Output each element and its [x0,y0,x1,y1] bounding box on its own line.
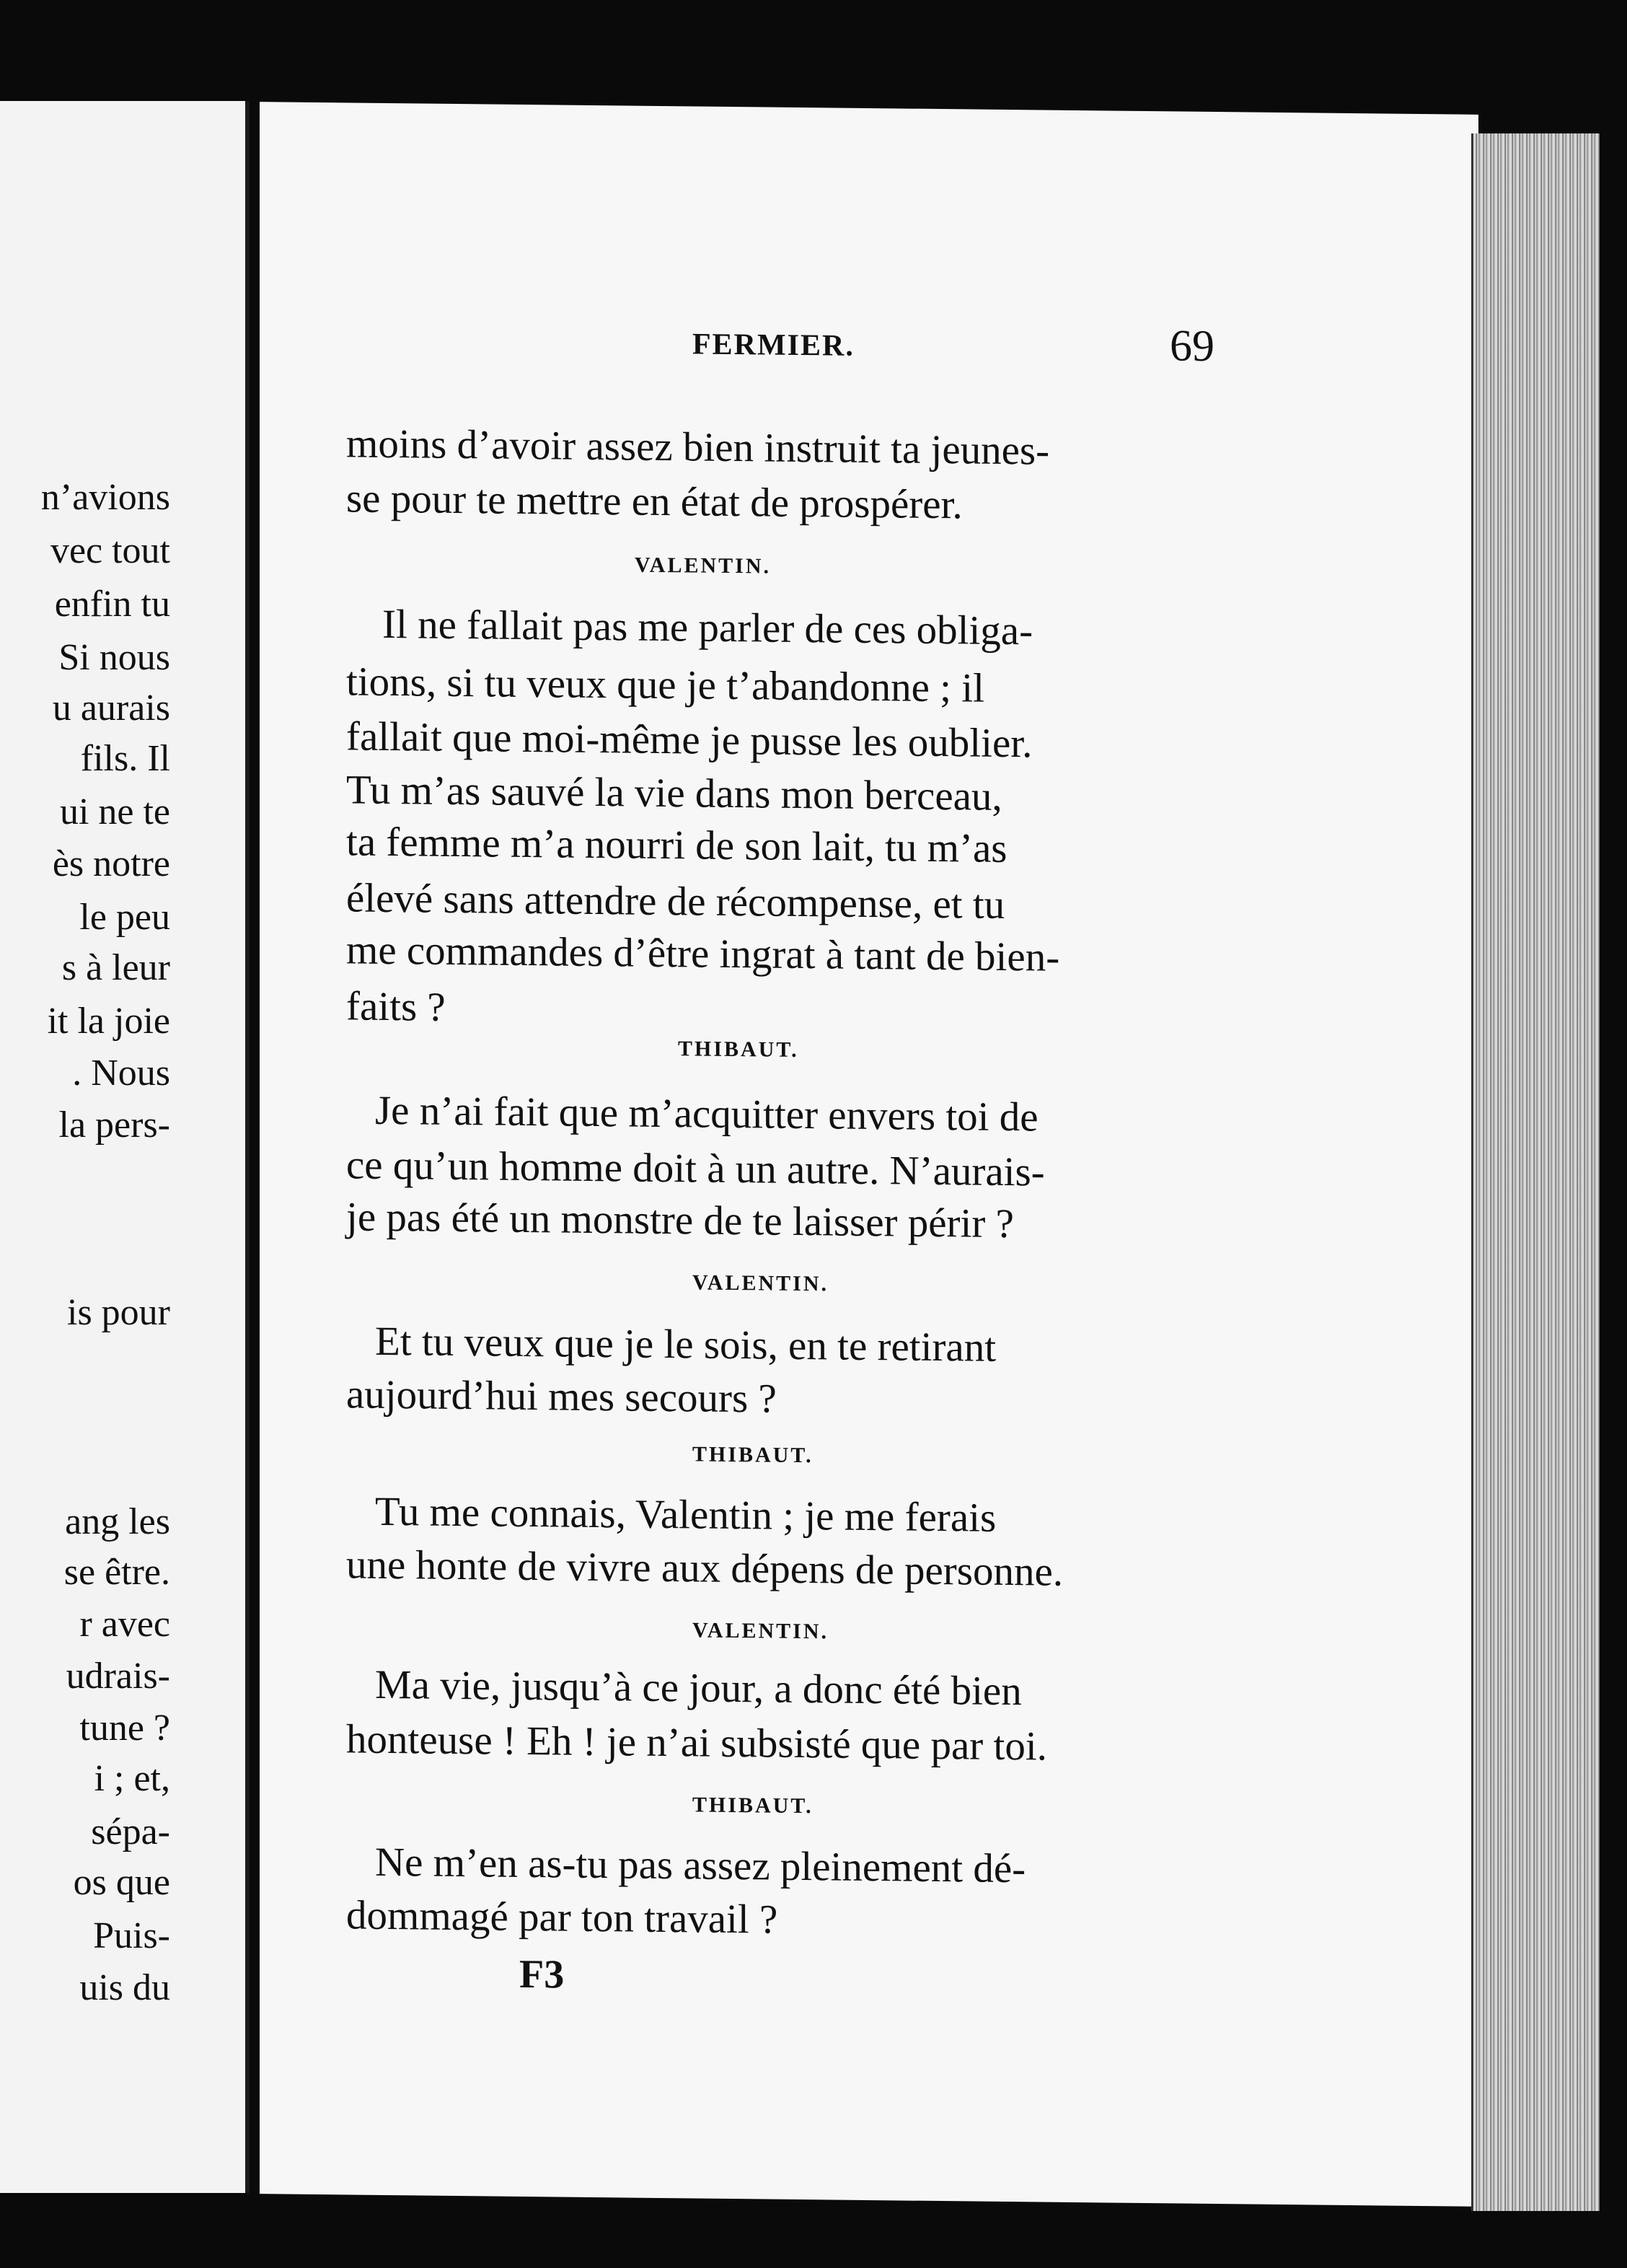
text-line: Je n’ai fait que m’acquitter envers toi de [375,1087,1039,1140]
signature-mark: F3 [519,1951,565,1997]
speaker-name: VALENTIN. [635,553,771,579]
previous-page-line: it la joie [47,1001,170,1042]
text-line: me commandes d’être ingrat à tant de bien- [346,927,1060,980]
text-line: se pour te mettre en état de prospérer. [346,475,963,528]
speaker-name: VALENTIN. [692,1618,829,1644]
previous-page-line: Si nous [58,637,170,678]
text-line: fallait que moi-même je pusse les oublier. [346,713,1033,767]
text-line: tions, si tu veux que je t’abandonne ; il [346,659,984,711]
text-line: une honte de vivre aux dépens de personne. [346,1542,1063,1595]
previous-page-line: sépa- [91,1811,170,1852]
text-line: dommagé par ton travail ? [346,1892,778,1943]
text-line: honteuse ! Eh ! je n’ai subsisté que par toi. [346,1716,1047,1770]
previous-page-line: fils. Il [80,738,170,779]
previous-page-line: se être. [63,1552,170,1593]
previous-page-line: tune ? [79,1707,170,1749]
text-line: ce qu’un homme doit à un autre. N’aurais- [346,1142,1045,1195]
previous-page-line: . Nous [72,1052,170,1094]
text-line: faits ? [346,983,446,1030]
previous-page-line: la pers- [58,1104,170,1146]
text-line: Il ne fallait pas me parler de ces obliga- [382,601,1033,654]
text-line: Tu me connais, Valentin ; je me ferais [375,1488,997,1541]
running-head: FERMIER. [692,328,855,363]
previous-page-line: enfin tu [54,584,170,625]
previous-page-line: i ; et, [94,1758,170,1799]
page-edges [1471,133,1600,2211]
text-line: Ma vie, jusqu’à ce jour, a donc été bien [375,1661,1022,1715]
book-page [260,102,1478,2207]
previous-page-line: is pour [67,1292,170,1333]
previous-page-line: ang les [65,1501,170,1542]
speaker-name: THIBAUT. [692,1442,814,1468]
previous-page-line: s à leur [61,947,170,988]
text-line: je pas été un monstre de te laisser périr ? [346,1194,1014,1247]
text-line: ta femme m’a nourri de son lait, tu m’as [346,819,1007,872]
text-line: élevé sans attendre de récompense, et tu [346,875,1005,928]
text-line: Tu m’as sauvé la vie dans mon berceau, [346,767,1002,819]
speaker-name: THIBAUT. [678,1037,799,1062]
page-number: 69 [1170,321,1214,372]
text-line: Ne m’en as-tu pas assez pleinement dé- [375,1839,1026,1892]
previous-page-line: u aurais [52,687,170,729]
previous-page-line: udrais- [66,1656,170,1697]
previous-page-line: uis du [79,1967,170,2008]
previous-page-line: vec tout [50,530,170,571]
previous-page [0,101,250,2193]
previous-page-line: le peu [79,897,170,938]
previous-page-line: n’avions [40,477,170,518]
text-line: aujourd’hui mes secours ? [346,1371,777,1422]
previous-page-line: r avec [79,1604,170,1645]
text-line: moins d’avoir assez bien instruit ta jeunes- [346,421,1050,474]
previous-page-line: os que [73,1862,170,1903]
previous-page-line: ui ne te [59,791,170,832]
previous-page-line: ès notre [52,843,170,884]
previous-page-text [0,101,170,2121]
speaker-name: THIBAUT. [692,1793,814,1819]
text-line: Et tu veux que je le sois, en te retirant [375,1318,997,1371]
previous-page-line: Puis- [93,1915,170,1956]
speaker-name: VALENTIN. [692,1270,829,1296]
